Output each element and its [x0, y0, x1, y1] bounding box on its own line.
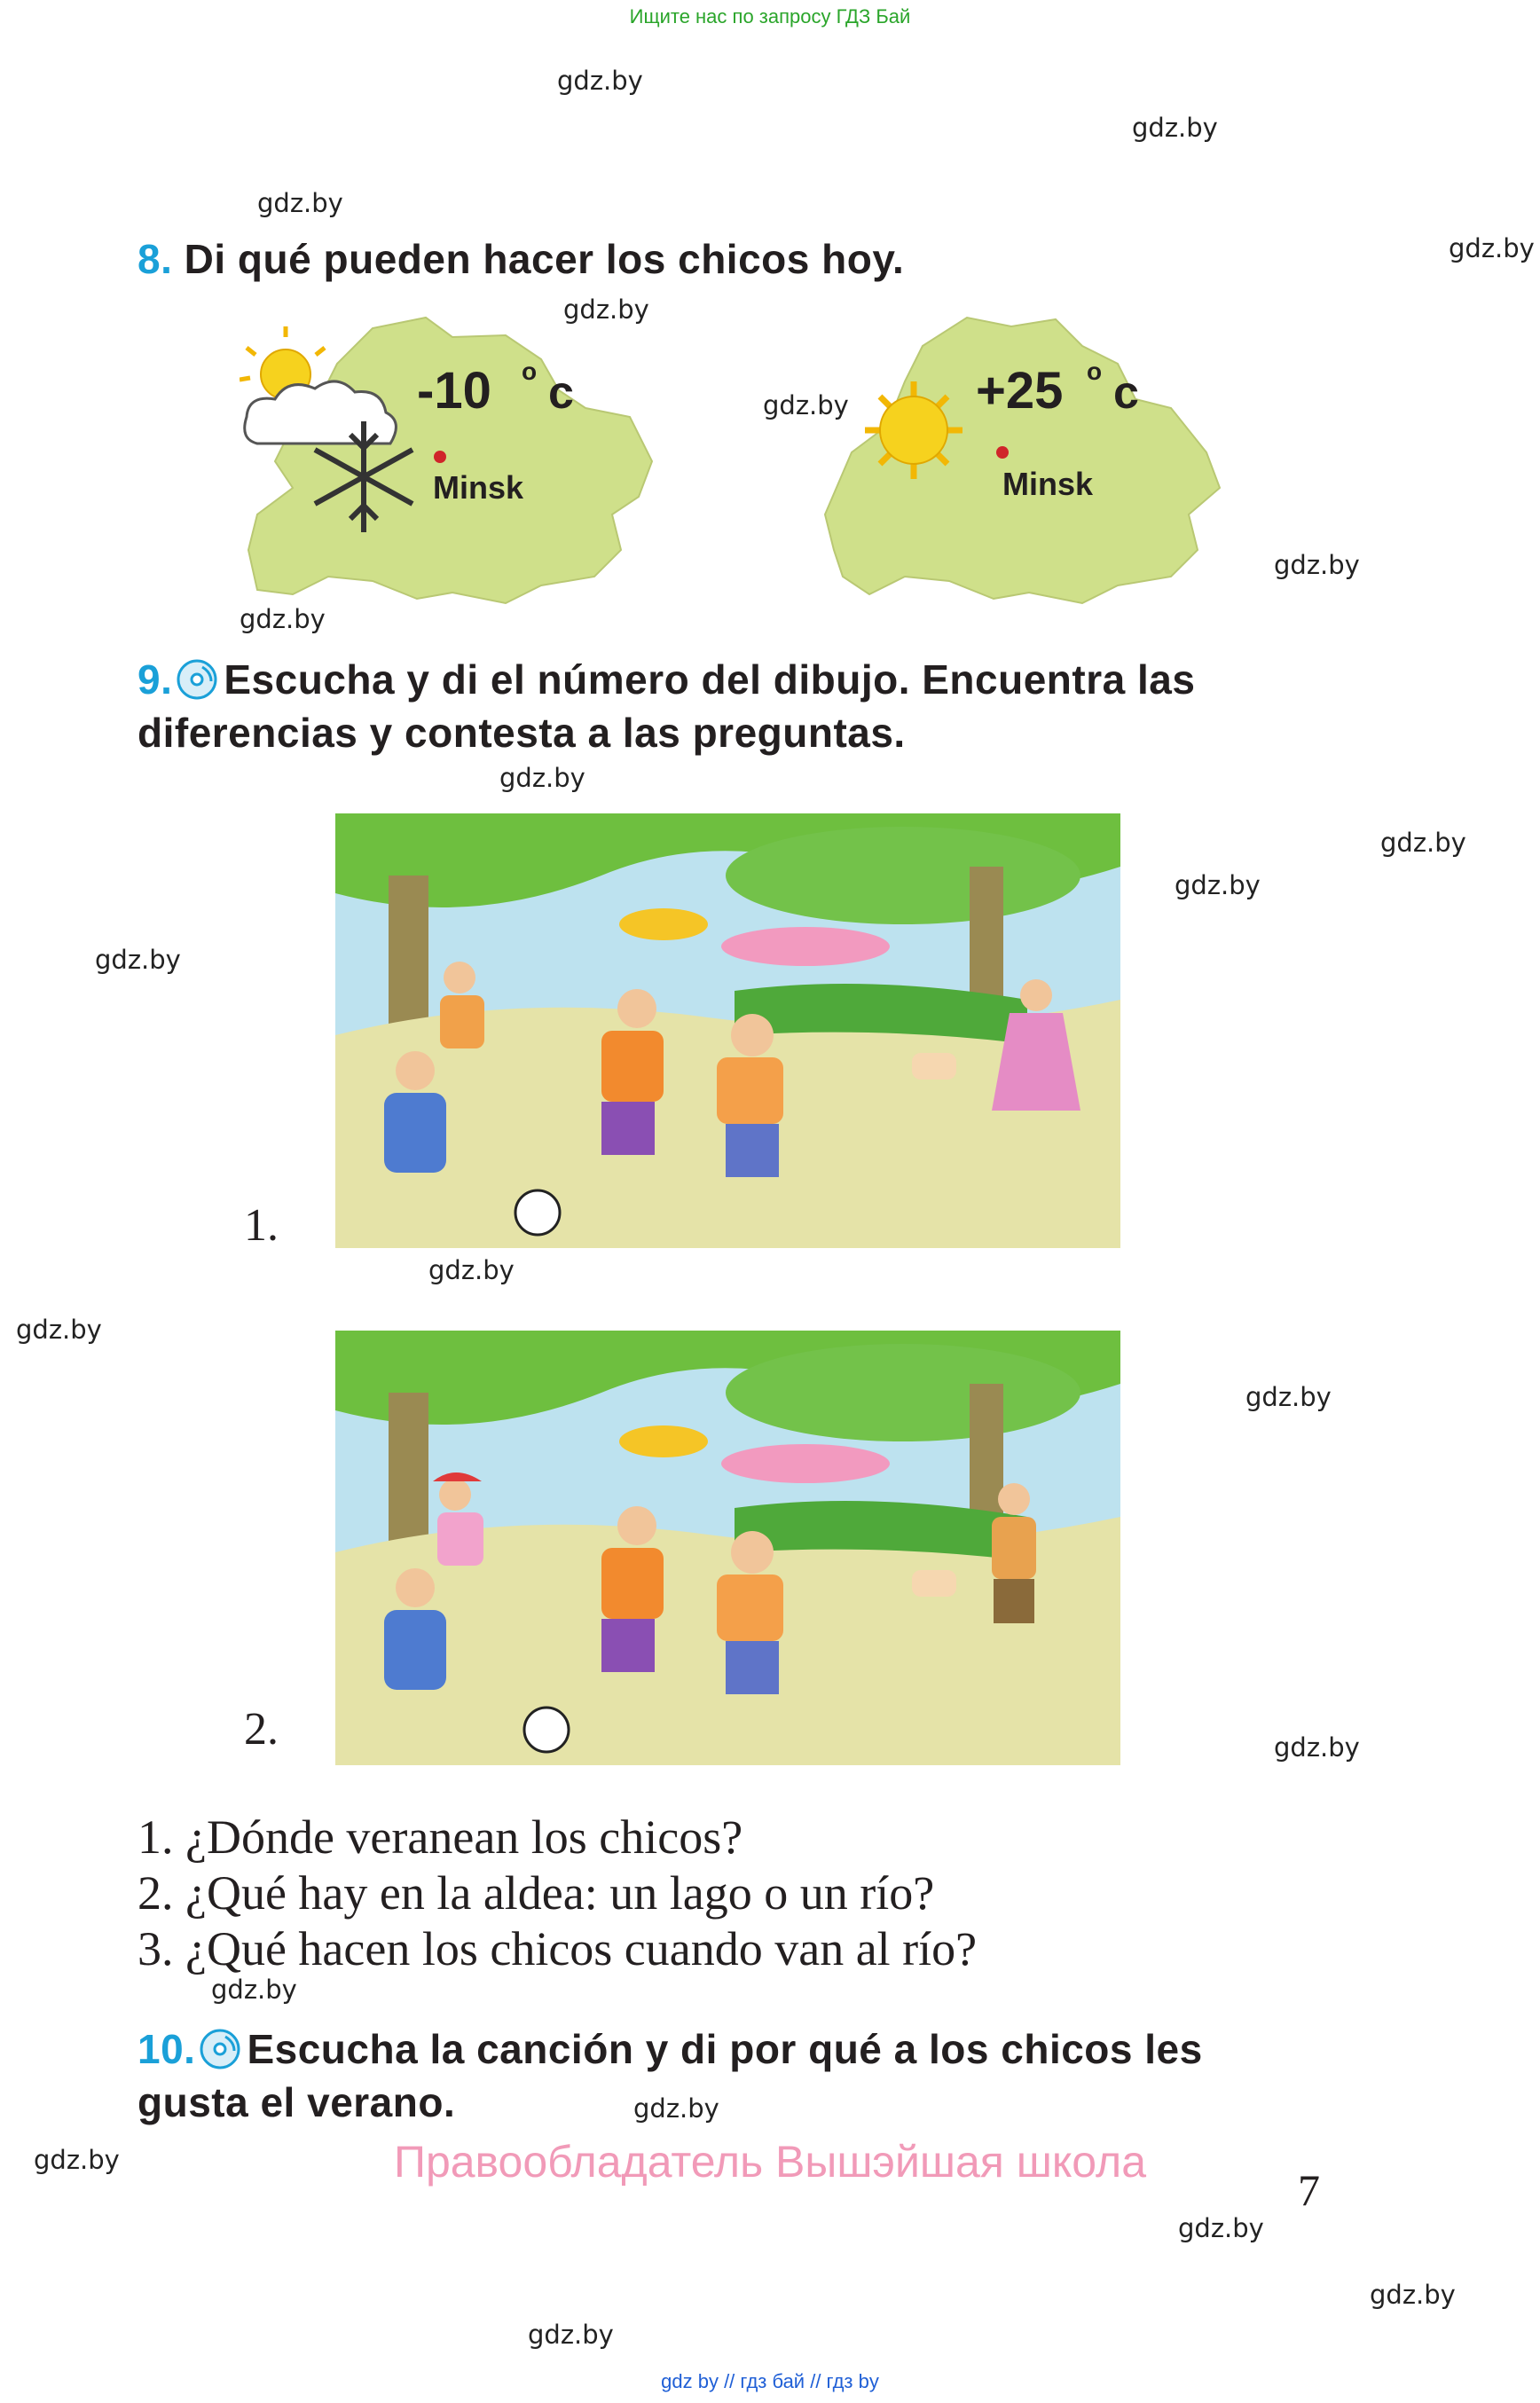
audio-cd-icon — [199, 2028, 241, 2070]
exercise-text-line2: gusta el verano. — [138, 2079, 456, 2125]
picture-1-river-scene — [335, 813, 1120, 1248]
soccer-ball — [515, 1190, 560, 1235]
watermark: gdz.by — [557, 66, 643, 96]
temperature-unit: c — [1113, 367, 1139, 419]
audio-cd-icon — [176, 658, 218, 701]
soccer-ball — [524, 1708, 569, 1752]
swim-ring — [619, 1425, 708, 1457]
watermark: gdz.by — [95, 945, 181, 975]
exercise-8-heading — [138, 232, 904, 286]
bottom-links[interactable]: gdz by // гдз бай // гдз by — [661, 2370, 879, 2392]
watermark: gdz.by — [763, 390, 849, 420]
watermark: gdz.by — [1274, 1732, 1360, 1763]
watermark: gdz.by — [1274, 550, 1360, 580]
watermark: gdz.by — [1449, 233, 1535, 263]
belarus-map-winter — [240, 310, 656, 612]
temperature: +25 — [976, 362, 1064, 420]
watermark: gdz.by — [633, 2093, 719, 2124]
exercise-10-heading — [138, 2022, 1326, 2129]
degree-sign: o — [522, 357, 538, 385]
exercise-text: Di qué pueden hacer los chicos hoy. — [184, 236, 905, 282]
watermark: gdz.by — [16, 1315, 102, 1345]
air-mattress — [721, 1444, 890, 1483]
temperature-unit: c — [548, 367, 574, 419]
exercise-text: Escucha y di el número del dibujo. Encuentra las — [224, 656, 1196, 703]
picture-2-river-scene — [335, 1331, 1120, 1765]
question: 2. ¿Qué hay en la aldea: un lago o un río? — [138, 1866, 935, 1920]
watermark: gdz.by — [1132, 113, 1218, 143]
watermark: gdz.by — [499, 763, 585, 793]
watermark: gdz.by — [211, 1975, 297, 2005]
watermark: gdz.by — [563, 294, 649, 325]
watermark: gdz.by — [257, 188, 343, 218]
air-mattress — [721, 927, 890, 966]
watermark: gdz.by — [34, 2145, 120, 2175]
minsk-dot — [996, 446, 1009, 459]
picture-label: 1. — [244, 1200, 279, 1251]
watermark: gdz.by — [428, 1255, 515, 1285]
watermark: gdz.by — [1245, 1382, 1332, 1412]
city-label: Minsk — [1002, 466, 1094, 502]
copyright-notice: Правообладатель Вышэйшая школа — [394, 2137, 1146, 2187]
watermark: gdz.by — [1380, 828, 1466, 858]
exercise-text: Escucha la canción y di por qué a los chicos les — [247, 2026, 1203, 2072]
exercise-number: 8. — [138, 236, 173, 282]
degree-sign: o — [1087, 357, 1103, 385]
city-label: Minsk — [433, 469, 524, 506]
swim-ring — [619, 908, 708, 940]
belarus-map-summer — [816, 310, 1224, 612]
exercise-text-line2: diferencias y contesta a las preguntas. — [138, 710, 906, 756]
page-number: 7 — [1298, 2165, 1320, 2215]
temperature: -10 — [417, 362, 491, 420]
exercise-9-heading — [138, 653, 1326, 759]
picture-label: 2. — [244, 1704, 279, 1755]
minsk-dot — [434, 451, 446, 463]
exercise-number: 10. — [138, 2026, 196, 2072]
exercise-number: 9. — [138, 656, 173, 703]
watermark: gdz.by — [1175, 870, 1261, 900]
top-banner[interactable]: Ищите нас по запросу ГДЗ Бай — [629, 5, 911, 27]
watermark: gdz.by — [528, 2320, 614, 2350]
question: 1. ¿Dónde veranean los chicos? — [138, 1810, 743, 1864]
questions-list — [138, 1810, 977, 1977]
watermark: gdz.by — [240, 604, 326, 634]
watermark: gdz.by — [1370, 2280, 1456, 2310]
question: 3. ¿Qué hacen los chicos cuando van al río? — [138, 1922, 978, 1975]
watermark: gdz.by — [1178, 2213, 1264, 2243]
